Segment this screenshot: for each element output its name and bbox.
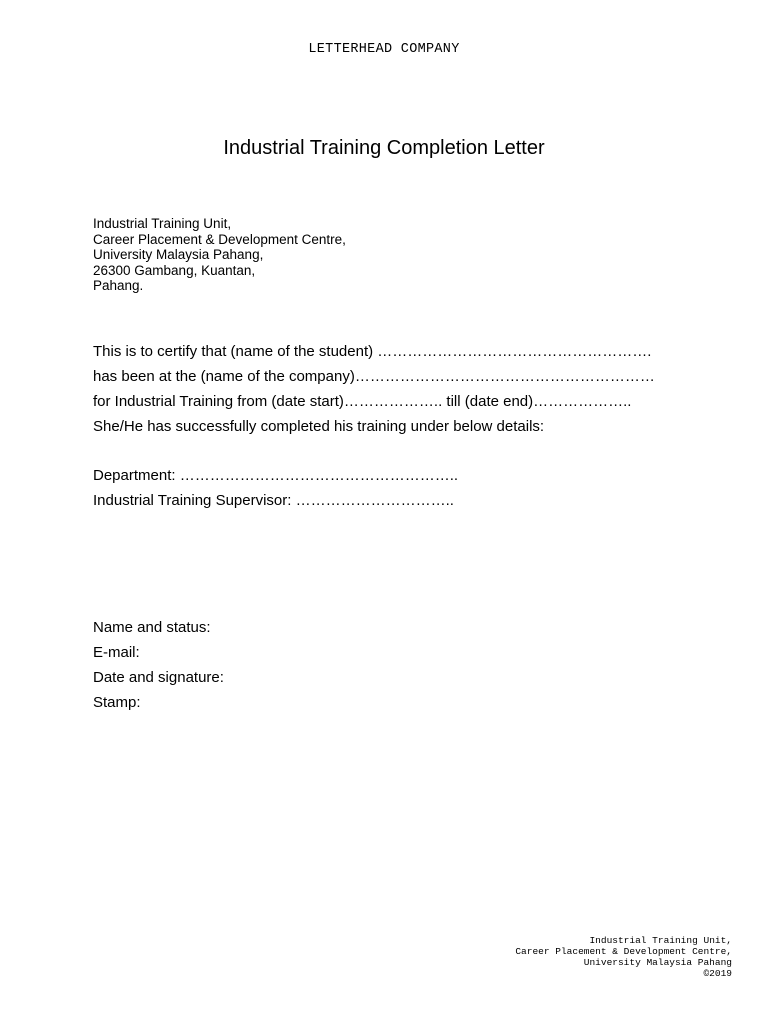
footer-line: University Malaysia Pahang bbox=[583, 957, 732, 968]
date-signature-label: Date and signature: bbox=[93, 669, 224, 686]
page-footer bbox=[515, 935, 732, 979]
address-line: University Malaysia Pahang, bbox=[93, 247, 264, 262]
completion-statement: She/He has successfully completed his training under below details: bbox=[93, 418, 545, 435]
supervisor-line: Industrial Training Supervisor: ………………………….. bbox=[93, 492, 454, 509]
letterhead-company: LETTERHEAD COMPANY bbox=[308, 42, 460, 57]
address-line: 26300 Gambang, Kuantan, bbox=[93, 262, 256, 278]
training-details bbox=[93, 463, 458, 513]
recipient-address bbox=[93, 216, 346, 294]
address-line: Industrial Training Unit, bbox=[93, 216, 232, 231]
email-label: E-mail: bbox=[93, 644, 140, 661]
department-line: Department: ……………………………………………….. bbox=[93, 467, 459, 484]
training-dates-line: for Industrial Training from (date start)……………….. till (date end)……………….. bbox=[93, 393, 632, 410]
footer-line: Career Placement & Development Centre, bbox=[515, 946, 732, 957]
certification-paragraph bbox=[93, 339, 655, 439]
signoff-block bbox=[93, 615, 224, 715]
footer-copyright: ©2019 bbox=[703, 968, 732, 979]
name-status-label: Name and status: bbox=[93, 619, 211, 636]
company-name-line: has been at the (name of the company)…………………………………………………… bbox=[93, 368, 655, 385]
address-line: Pahang. bbox=[93, 278, 144, 293]
stamp-label: Stamp: bbox=[93, 694, 141, 711]
document-title: Industrial Training Completion Letter bbox=[223, 137, 545, 159]
footer-line: Industrial Training Unit, bbox=[589, 935, 732, 946]
student-name-line: This is to certify that (name of the student) ………………………………………………. bbox=[93, 343, 652, 360]
address-line: Career Placement & Development Centre, bbox=[93, 231, 346, 247]
